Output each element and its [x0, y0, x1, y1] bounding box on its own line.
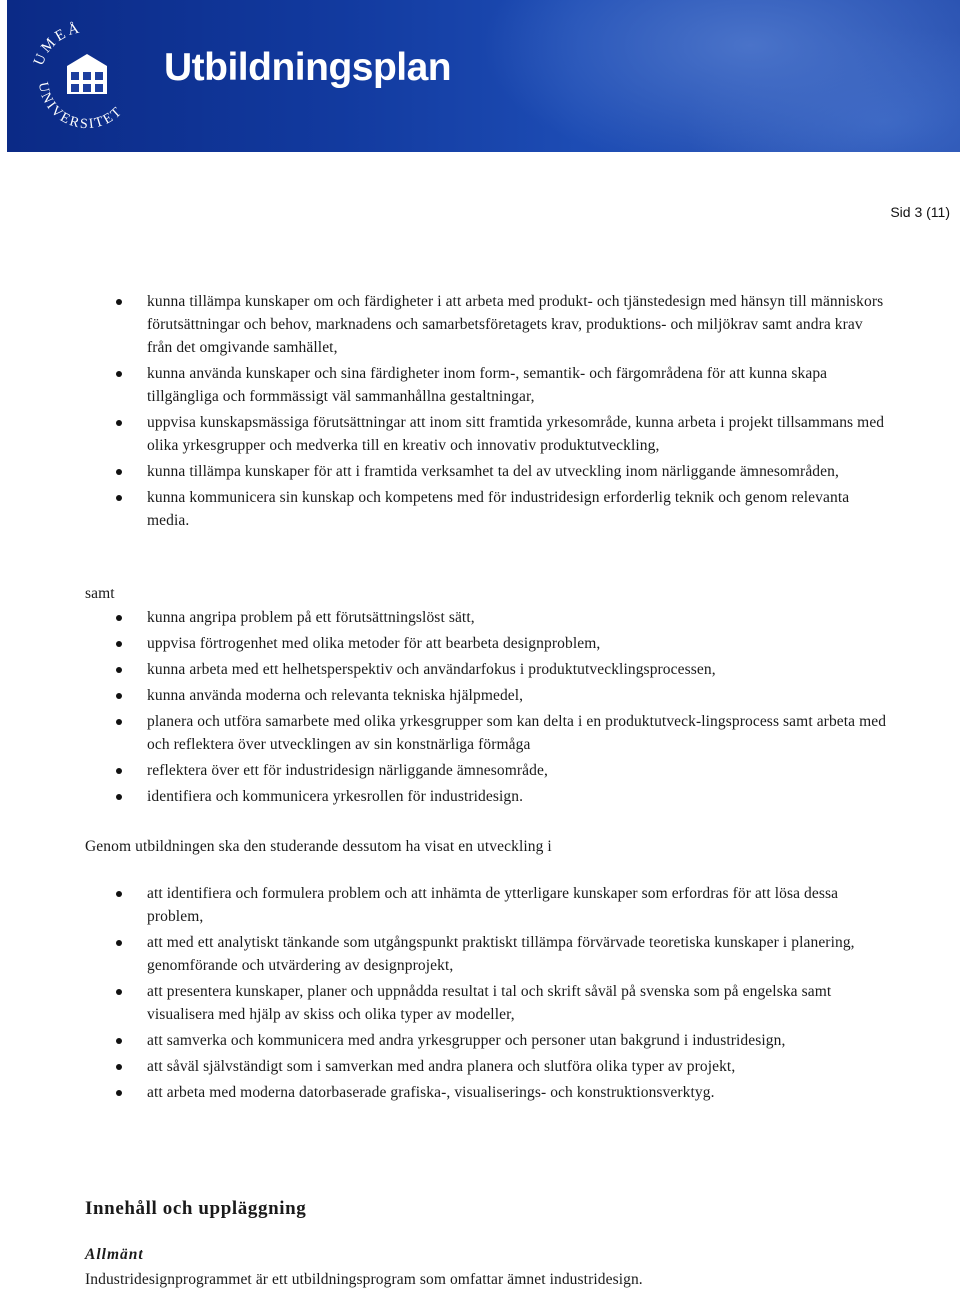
- list-item: planera och utföra samarbete med olika yrkesgrupper som kan delta i en produktutveck-lingsprocess samt arbeta med och reflektera över utvecklingen av sin konstnärliga förmåga: [0, 710, 960, 756]
- document-title: Utbildningsplan: [164, 46, 452, 89]
- bullet-icon: [116, 768, 122, 774]
- bullet-icon: [116, 667, 122, 673]
- outcomes-list-3: [0, 882, 960, 1107]
- intro-paragraph: Genom utbildningen ska den studerande dessutom ha visat en utveckling i: [85, 838, 552, 855]
- svg-text:UMEÅ: UMEÅ: [30, 20, 84, 68]
- list-item: att samverka och kommunicera med andra yrkesgrupper och personer utan bakgrund i industridesign,: [0, 1029, 960, 1052]
- list-item: att med ett analytiskt tänkande som utgångspunkt praktiskt tillämpa förvärvade teoretiska kunskaper i planering, genomförande och utvärdering av designprojekt,: [0, 931, 960, 977]
- list-item: kunna arbeta med ett helhetsperspektiv och användarfokus i produktutvecklingsprocessen,: [0, 658, 960, 681]
- bullet-icon: [116, 891, 122, 897]
- list-item: kunna kommunicera sin kunskap och kompetens med för industridesign erforderlig teknik och genom relevanta media.: [0, 486, 960, 532]
- page-number: Sid 3 (11): [890, 204, 950, 220]
- samt-label: samt: [85, 585, 115, 602]
- bullet-icon: [116, 299, 122, 305]
- header-banner: [7, 0, 960, 152]
- list-item: reflektera över ett för industridesign närliggande ämnesområde,: [0, 759, 960, 782]
- umea-university-logo: [27, 18, 147, 138]
- list-item: att identifiera och formulera problem och att inhämta de ytterligare kunskaper som erfordras för att lösa dessa problem,: [0, 882, 960, 928]
- list-item: kunna tillämpa kunskaper för att i framtida verksamhet ta del av utveckling inom närliggande ämnesområden,: [0, 460, 960, 483]
- bullet-icon: [116, 1038, 122, 1044]
- list-item: att presentera kunskaper, planer och uppnådda resultat i tal och skrift såväl på svenska som på engelska samt visualisera med hjälp av skiss och olika typer av modeller,: [0, 980, 960, 1026]
- bullet-icon: [116, 1064, 122, 1070]
- list-item: uppvisa förtrogenhet med olika metoder för att bearbeta designproblem,: [0, 632, 960, 655]
- list-item: kunna tillämpa kunskaper om och färdigheter i att arbeta med produkt- och tjänstedesign med hänsyn till människors förutsättningar och behov, marknadens och samarbetsföretagets krav, produktions- och miljökrav samt andra krav från det omgivande samhället,: [0, 290, 960, 359]
- body-text: Industridesignprogrammet är ett utbildningsprogram som omfattar ämnet industridesign.: [85, 1271, 643, 1288]
- bullet-icon: [116, 420, 122, 426]
- bullet-icon: [116, 495, 122, 501]
- list-item: kunna använda kunskaper och sina färdigheter inom form-, semantik- och färgområdena för att kunna skapa tillgängliga och formmässigt väl sammanhållna gestaltningar,: [0, 362, 960, 408]
- svg-text:UNIVERSITET: UNIVERSITET: [34, 81, 127, 133]
- bullet-icon: [116, 615, 122, 621]
- bullet-icon: [116, 794, 122, 800]
- list-item: att arbeta med moderna datorbaserade grafiska-, visualiserings- och konstruktionsverktyg.: [0, 1081, 960, 1104]
- bullet-icon: [116, 641, 122, 647]
- section-heading: Innehåll och uppläggning: [85, 1198, 307, 1219]
- bullet-icon: [116, 1090, 122, 1096]
- outcomes-list-2: [0, 606, 960, 811]
- list-item: identifiera och kommunicera yrkesrollen för industridesign.: [0, 785, 960, 808]
- list-item: kunna använda moderna och relevanta tekniska hjälpmedel,: [0, 684, 960, 707]
- bullet-icon: [116, 989, 122, 995]
- list-item: uppvisa kunskapsmässiga förutsättningar att inom sitt framtida yrkesområde, kunna arbeta i projekt tillsammans med olika yrkesgrupper och medverka till en kreativ och innovativ produktutveckling,: [0, 411, 960, 457]
- list-item: att såväl självständigt som i samverkan med andra planera och slutföra olika typer av projekt,: [0, 1055, 960, 1078]
- outcomes-list-1: [0, 290, 960, 535]
- bullet-icon: [116, 371, 122, 377]
- list-item: kunna angripa problem på ett förutsättningslöst sätt,: [0, 606, 960, 629]
- bullet-icon: [116, 693, 122, 699]
- bullet-icon: [116, 940, 122, 946]
- bullet-icon: [116, 719, 122, 725]
- bullet-icon: [116, 469, 122, 475]
- subheading: Allmänt: [85, 1246, 144, 1263]
